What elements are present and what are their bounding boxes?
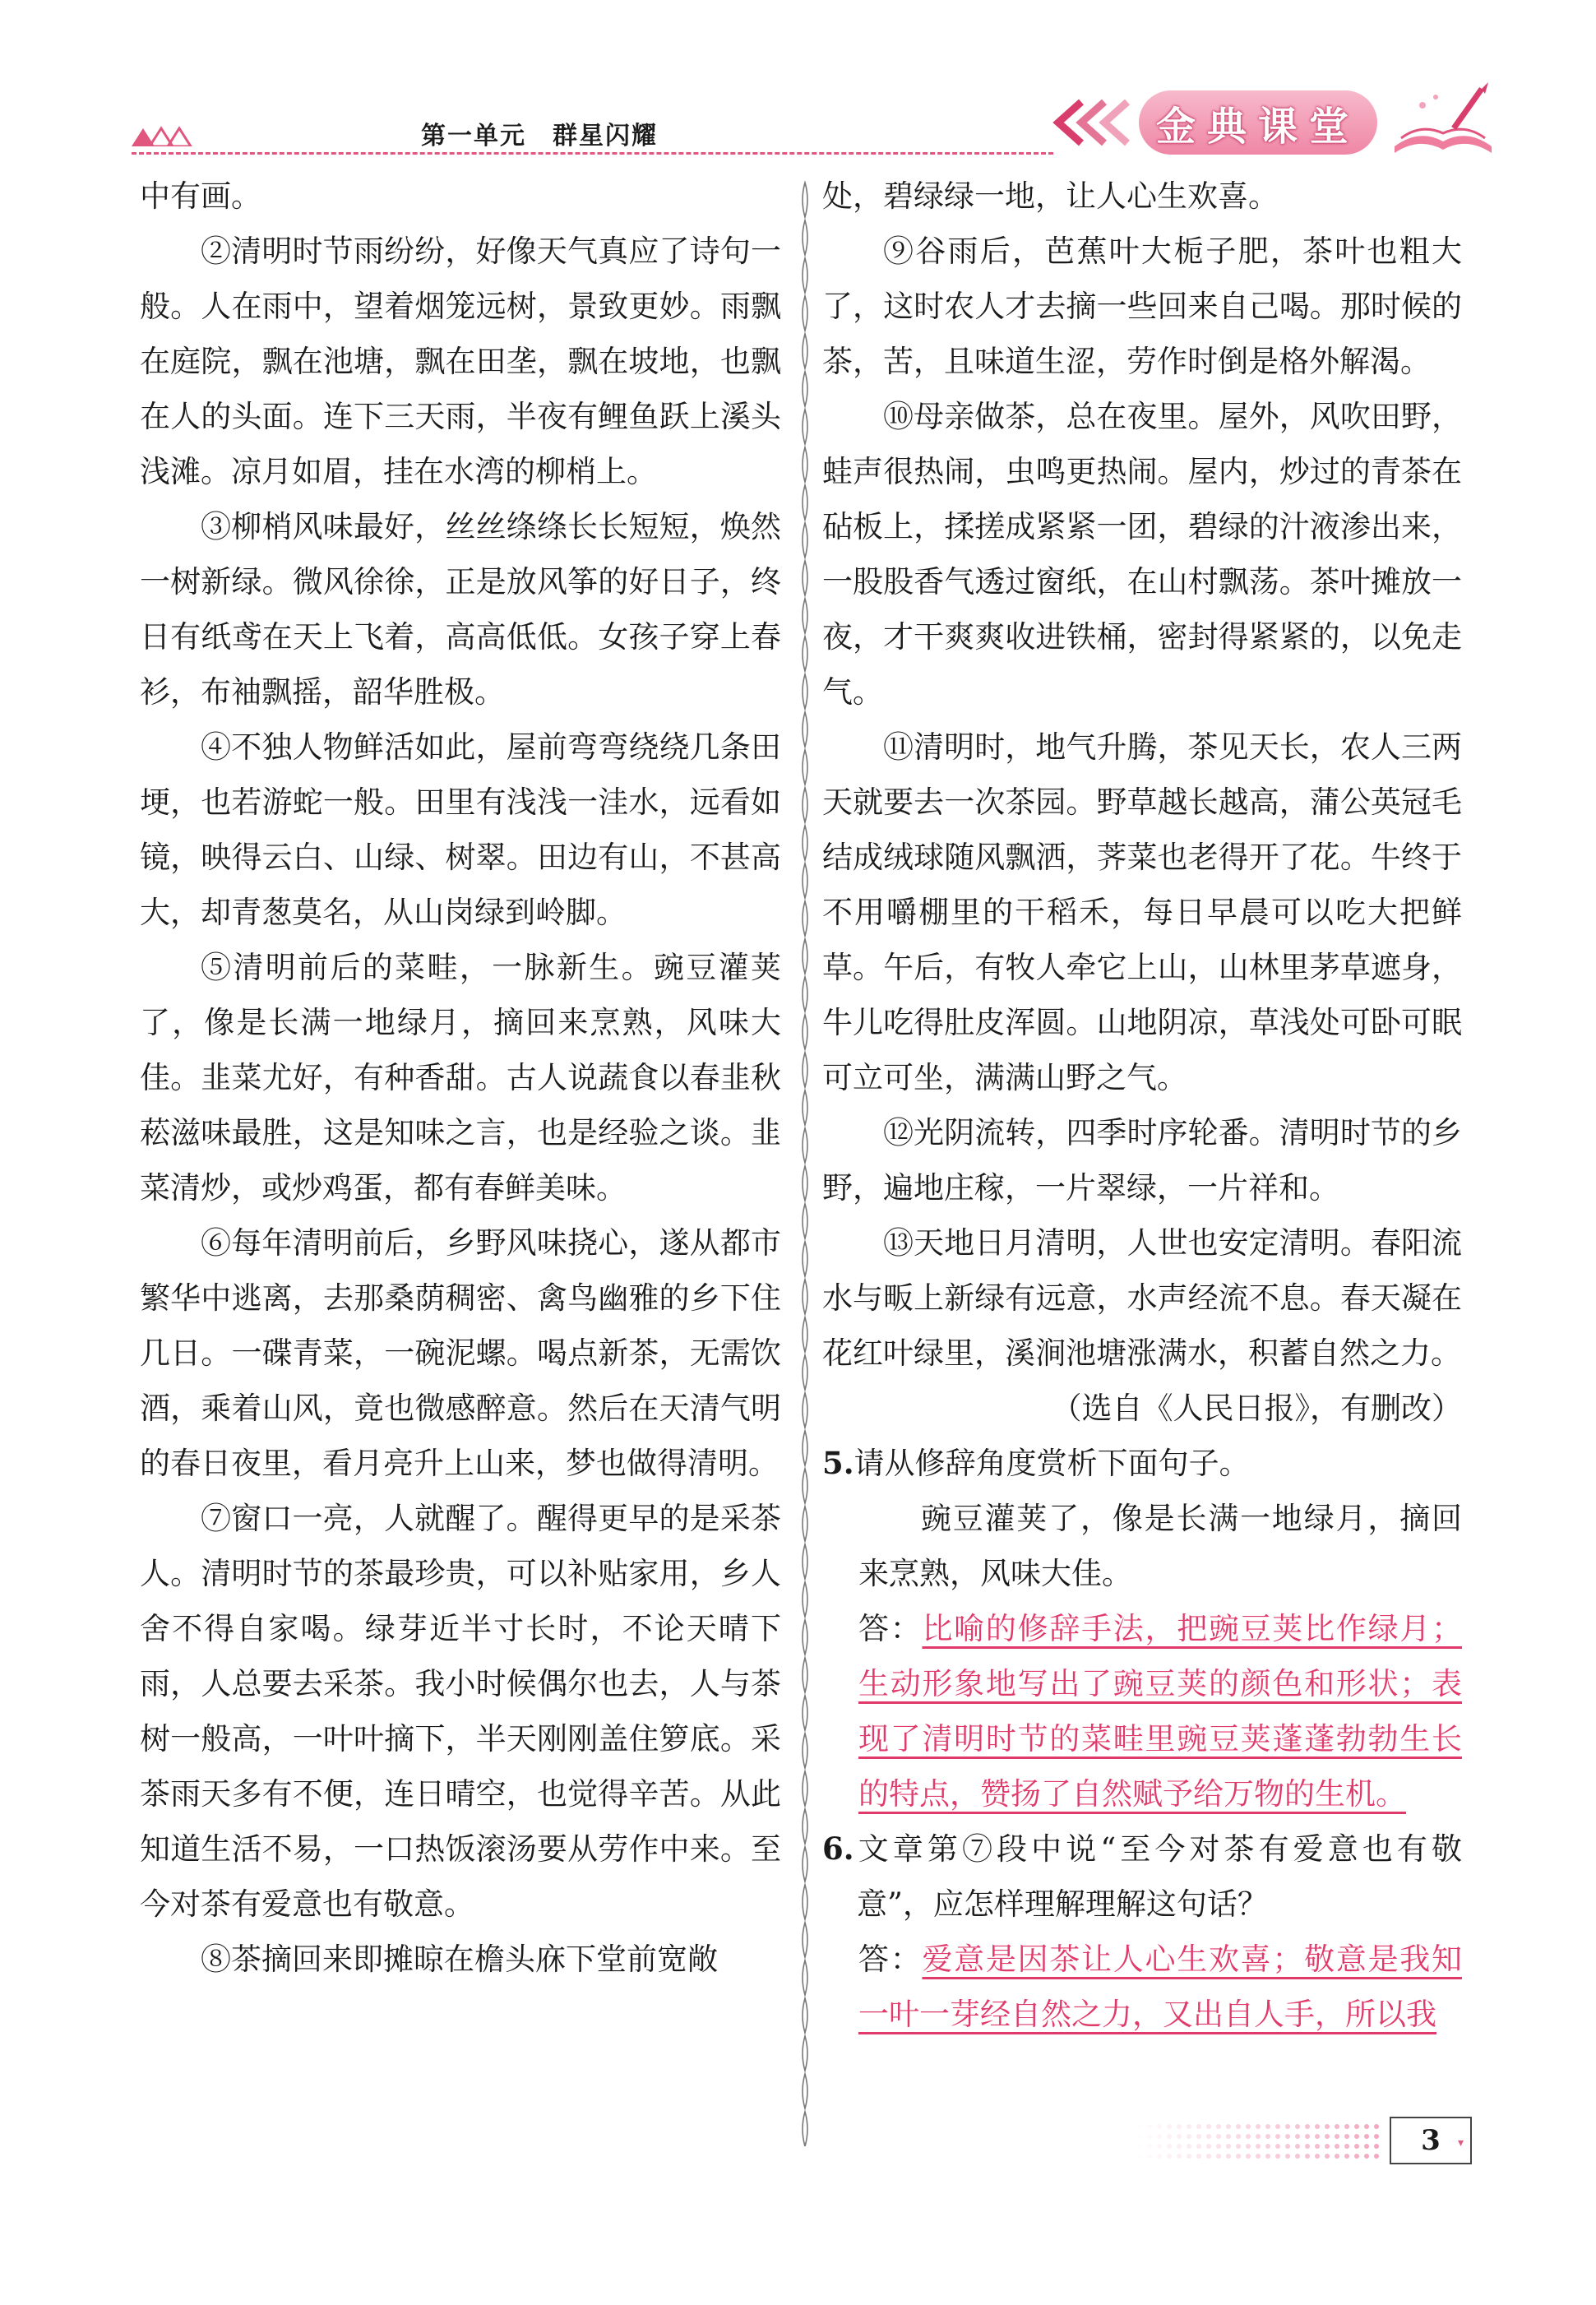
question-6-answer [822, 1932, 1462, 2042]
chevron-left-icon [1048, 97, 1139, 148]
paragraph-continued: 中有画。 [140, 178, 261, 214]
unit-title: 第一单元 群星闪耀 [421, 122, 658, 150]
question-5-number: 5. [822, 1445, 854, 1481]
paragraph-9: ⑨谷雨后，芭蕉叶大栀子肥，茶叶也粗大了，这时农人才去摘一些回来自己喝。那时候的茶，苦，且味道生涩，劳作时倒是格外解渴。 [822, 234, 1462, 379]
brand-badge: 金典课堂 [1139, 90, 1377, 155]
answer-text: 比喻的修辞手法，把豌豆荚比作绿月；生动形象地写出了豌豆荚的颜色和形状；表现了清明时节的菜畦里豌豆荚蓬蓬勃勃生长的特点，赞扬了自然赋予给万物的生机。 [858, 1611, 1463, 1812]
question-5-answer [822, 1601, 1462, 1821]
right-column [822, 169, 1462, 2042]
paragraph-2: ②清明时节雨纷纷，好像天气真应了诗句一般。人在雨中，望着烟笼远树，景致更妙。雨飘在庭院，飘在池塘，飘在田垄，飘在坡地，也飘在人的头面。连下三天雨，半夜有鲤鱼跃上溪头浅滩。凉月如眉，挂在水湾的柳梢上。 [140, 234, 781, 489]
answer-label: 答： [858, 1942, 923, 1977]
header-dashed-rule [132, 152, 1053, 155]
question-6-number: 6. [822, 1831, 854, 1867]
paragraph-5: ⑤清明前后的菜畦，一脉新生。豌豆灌荚了，像是长满一地绿月，摘回来烹熟，风味大佳。韭菜尤好，有种香甜。古人说蔬食以春韭秋菘滋味最胜，这是知味之言，也是经验之谈。韭菜清炒，或炒鸡蛋，都有春鲜美味。 [140, 950, 781, 1206]
paragraph-8: ⑧茶摘回来即摊晾在檐头庥下堂前宽敞 [201, 1942, 718, 1977]
footer-dot-decoration [1135, 2122, 1381, 2163]
column-divider-chain [799, 181, 811, 2146]
paragraph-11: ⑪清明时，地气升腾，茶见天长，农人三两天就要去一次茶园。野草越长越高，蒲公英冠毛结成绒球随风飘洒，荠菜也老得开了花。牛终于不用嚼棚里的干稻禾，每日早晨可以吃大把鲜草。午后，有牧人牵它上山，山林里茅草遮身，牛儿吃得肚皮浑圆。山地阴凉，草浅处可卧可眠可立可坐，满满山野之气。 [822, 729, 1462, 1095]
paragraph-8-continued: 处，碧绿绿一地，让人心生欢喜。 [822, 178, 1279, 214]
paragraph-3: ③柳梢风味最好，丝丝绦绦长长短短，焕然一树新绿。微风徐徐，正是放风筝的好日子，终日有纸鸢在天上飞着，高高低低。女孩子穿上春衫，布袖飘摇，韶华胜极。 [140, 509, 781, 710]
source-citation: （选自《人民日报》，有删改） [1051, 1391, 1462, 1426]
paragraph-4: ④不独人物鲜活如此，屋前弯弯绕绕几条田埂，也若游蛇一般。田里有浅浅一洼水，远看如镜，映得云白、山绿、树翠。田边有山，不甚高大，却青葱莫名，从山岗绿到岭脚。 [140, 729, 781, 930]
page-number: 3 [1421, 2124, 1441, 2157]
answer-text: 爱意是因茶让人心生欢喜；敬意是我知一叶一芽经自然之力，又出自人手，所以我 [858, 1942, 1463, 2032]
question-6-prompt: 文章第⑦段中说“至今对茶有爱意也有敬意”，应怎样理解理解这句话？ [854, 1831, 1462, 1922]
page-number-box [1390, 2117, 1472, 2164]
paragraph-6: ⑥每年清明前后，乡野风味挠心，遂从都市繁华中逃离，去那桑荫稠密、禽鸟幽雅的乡下住几日。一碟青菜，一碗泥螺。喝点新茶，无需饮酒，乘着山风，竟也微感醉意。然后在天清气明的春日夜里，看月亮升上山来，梦也做得清明。 [140, 1225, 781, 1481]
question-6 [822, 1821, 1462, 1932]
open-book-pencil-icon [1390, 81, 1497, 156]
page-mark-icon: ▾ [1457, 2136, 1464, 2150]
question-5-quote: 豌豆灌荚了，像是长满一地绿月，摘回来烹熟，风味大佳。 [858, 1501, 1462, 1591]
paragraph-10: ⑩母亲做茶，总在夜里。屋外，风吹田野，蛙声很热闹，虫鸣更热闹。屋内，炒过的青茶在砧板上，揉搓成紧紧一团，碧绿的汁液渗出来，一股股香气透过窗纸，在山村飘荡。茶叶摊放一夜，才干爽爽收进铁桶，密封得紧紧的，以免走气。 [822, 399, 1462, 710]
question-5-prompt: 请从修辞角度赏析下面句子。 [854, 1446, 1250, 1481]
paragraph-7: ⑦窗口一亮，人就醒了。醒得更早的是采茶人。清明时节的茶最珍贵，可以补贴家用，乡人舍不得自家喝。绿芽近半寸长时，不论天晴下雨，人总要去采茶。我小时候偶尔也去，人与茶树一般高，一叶叶摘下，半天刚刚盖住箩底。采茶雨天多有不便，连日晴空，也觉得辛苦。从此知道生活不易，一口热饭滚汤要从劳作中来。至今对茶有爱意也有敬意。 [140, 1501, 781, 1922]
question-5 [822, 1436, 1462, 1491]
left-column [140, 169, 781, 1987]
paragraph-12: ⑫光阴流转，四季时序轮番。清明时节的乡野，遍地庄稼，一片翠绿，一片祥和。 [822, 1115, 1462, 1206]
answer-label: 答： [858, 1611, 923, 1646]
paragraph-13: ⑬天地日月清明，人世也安定清明。春阳流水与畈上新绿有远意，水声经流不息。春天凝在花红叶绿里，溪涧池塘涨满水，积蓄自然之力。 [822, 1225, 1462, 1371]
header-triangles-decoration [132, 122, 196, 146]
